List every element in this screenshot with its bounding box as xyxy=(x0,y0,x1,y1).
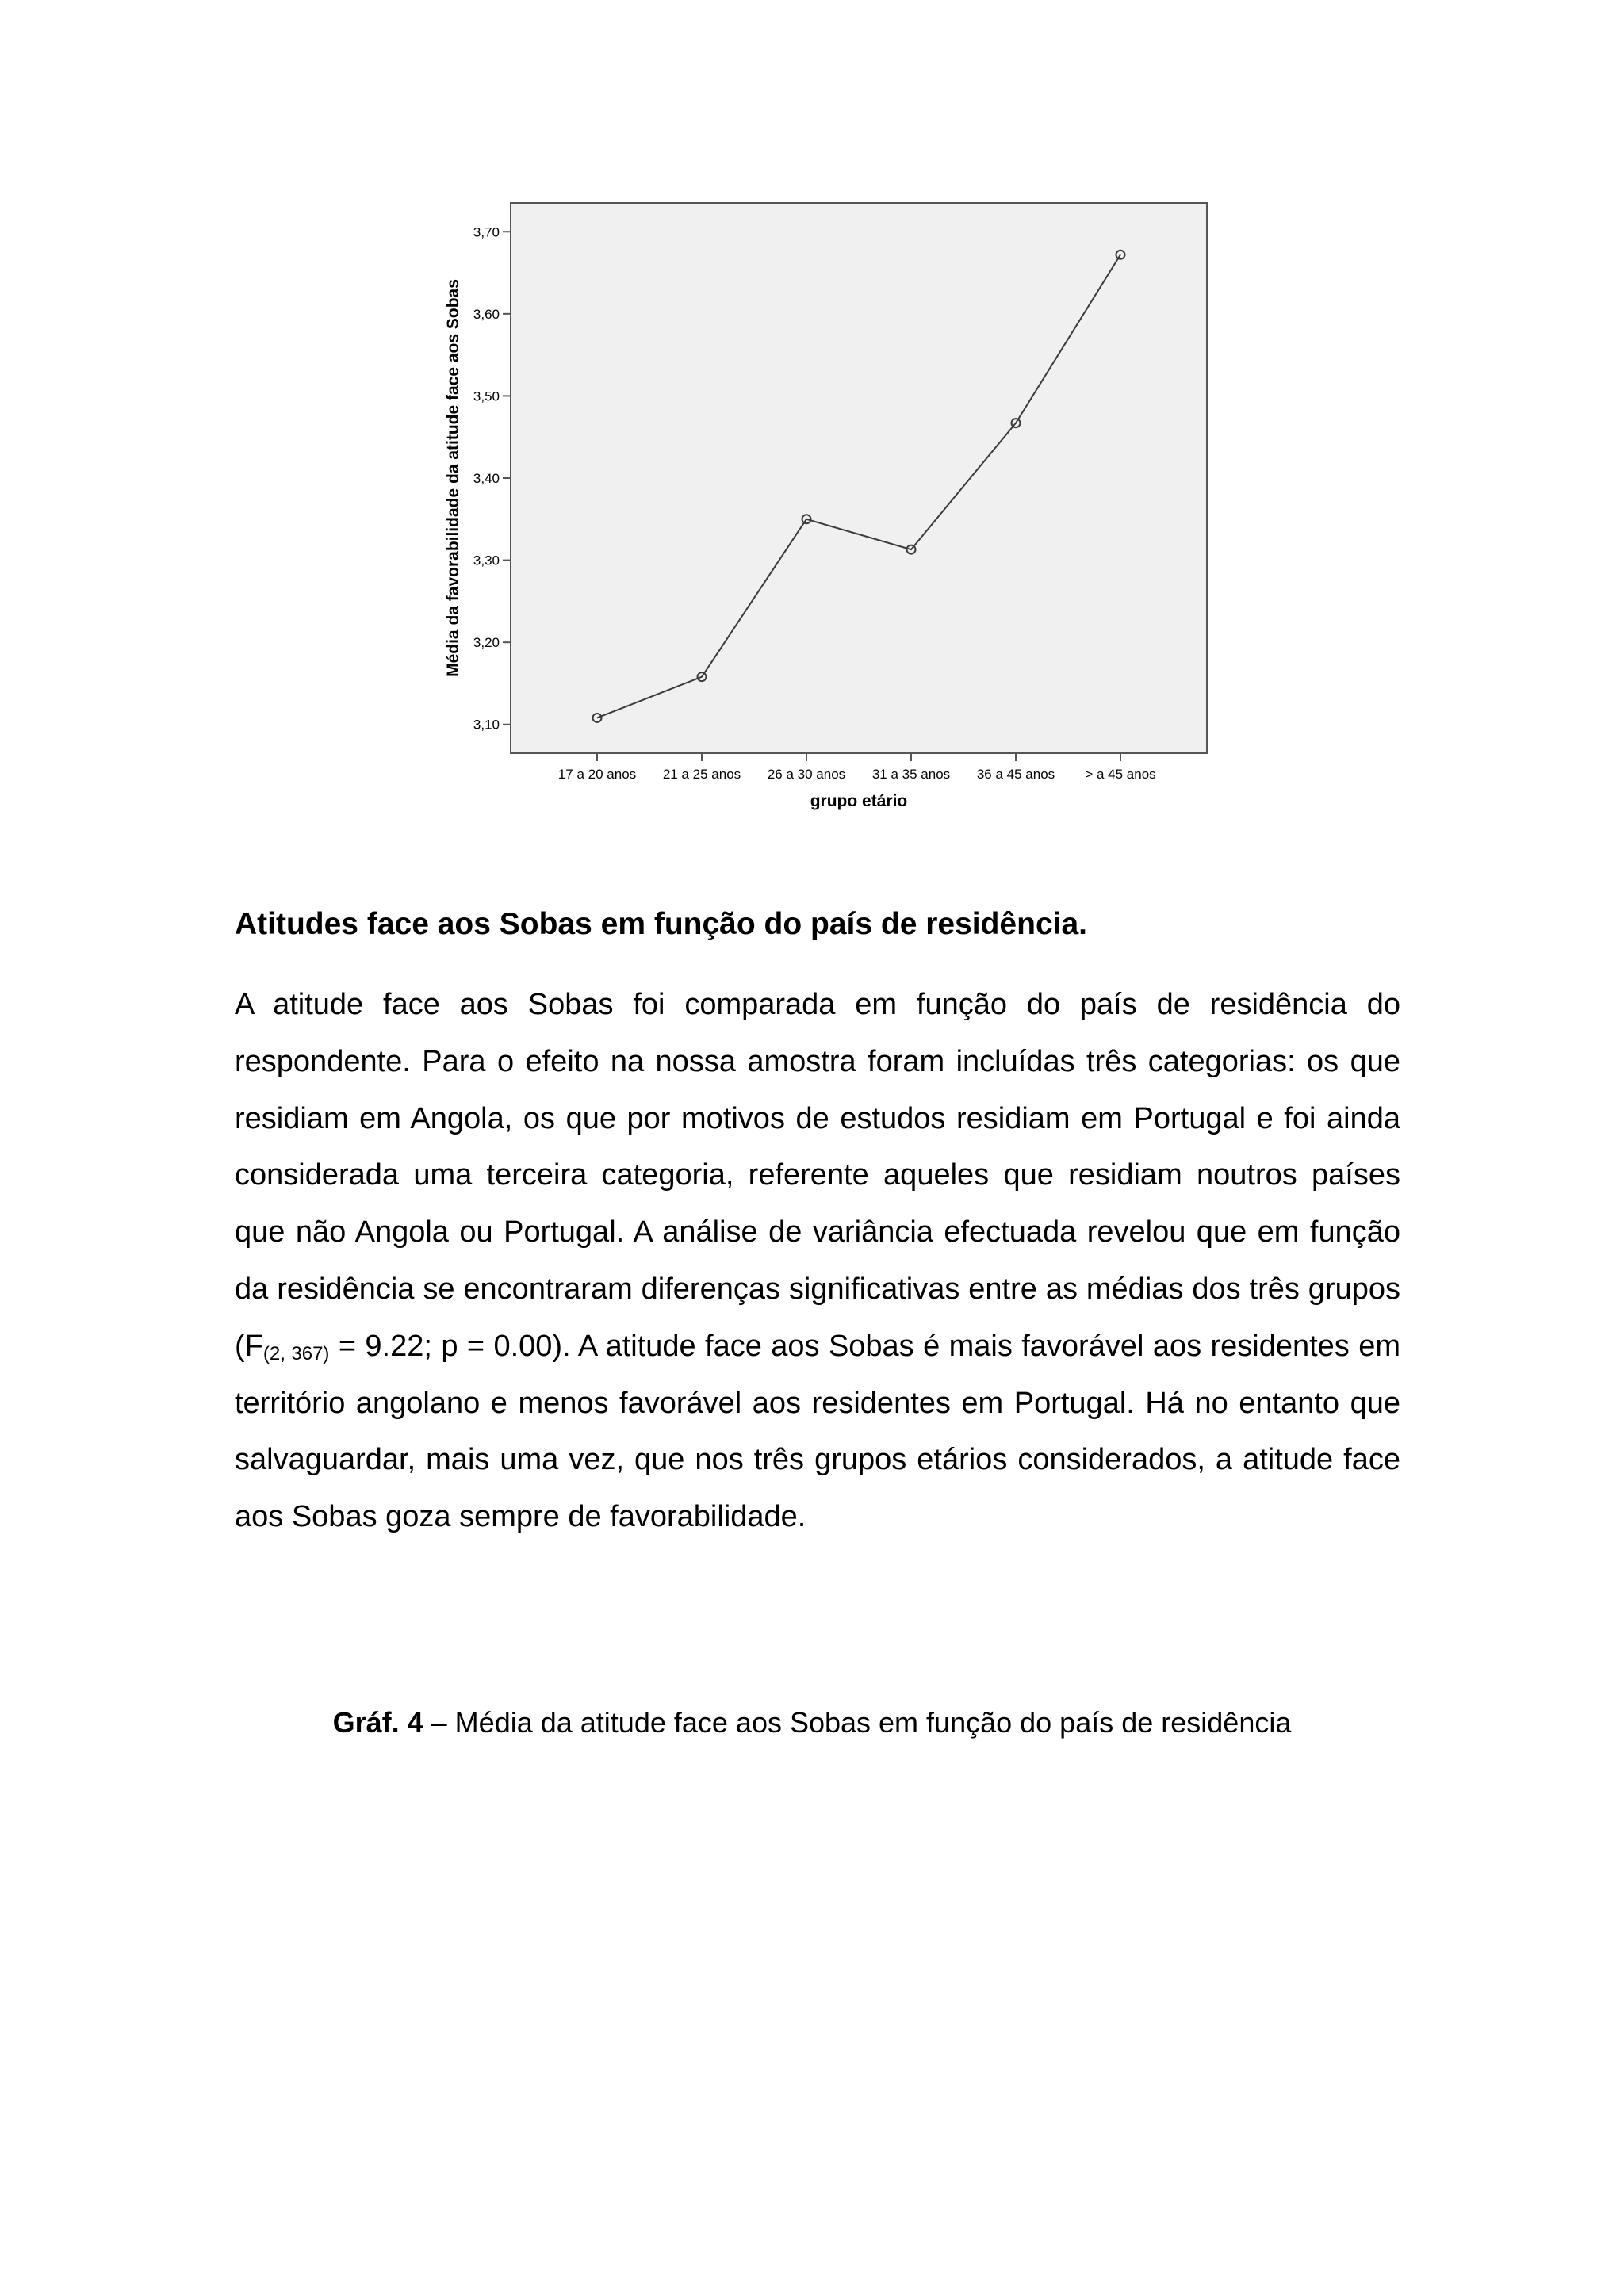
y-axis-title: Média da favorabilidade da atitude face aos Sobas xyxy=(444,279,462,677)
x-tick-label: 26 a 30 anos xyxy=(767,767,846,782)
x-tick-label: 21 a 25 anos xyxy=(662,767,741,782)
caption-label: Gráf. 4 xyxy=(332,1706,423,1739)
y-tick-label: 3,20 xyxy=(473,635,500,651)
x-tick-label: 17 a 20 anos xyxy=(557,767,637,782)
caption-text: – Média da atitude face aos Sobas em função do país de residência xyxy=(423,1706,1292,1739)
y-tick-label: 3,10 xyxy=(473,717,500,733)
y-tick-label: 3,30 xyxy=(473,553,500,568)
f-statistic-subscript: (2, 367) xyxy=(262,1342,330,1364)
paragraph-text-1: A atitude face aos Sobas foi comparada em função do país de residência do respondente. Para o efeito na nossa amostra foram incluídas três categorias: os que residiam em Angola, os que por motivos de estudos residiam em Portugal e foi ainda considerada uma terceira categoria, referente aqueles que residiam noutros países que não Angola ou Portugal. A análise de variância efectuada revelou que em função da residência se encontraram diferenças significativas entre as médias dos três grupos (F xyxy=(235,988,1400,1363)
y-tick-label: 3,70 xyxy=(473,224,500,240)
y-tick-label: 3,50 xyxy=(473,388,500,404)
y-tick-label: 3,60 xyxy=(473,306,500,322)
line-chart xyxy=(0,0,1624,856)
x-axis xyxy=(558,753,1156,782)
figure-caption xyxy=(0,1703,1624,1743)
x-axis-title: grupo etário xyxy=(810,792,908,810)
body-paragraph xyxy=(235,977,1400,1546)
plot-area xyxy=(511,203,1207,753)
paragraph-text-2: = 9.22; p = 0.00). A atitude face aos Sobas é mais favorável aos residentes em território angolano e menos favorável aos residentes em Portugal. Há no entanto que salvaguardar, mais uma vez, que nos três grupos etários considerados, a atitude face aos Sobas goza sempre de favorabilidade. xyxy=(235,1329,1400,1534)
y-axis xyxy=(473,224,511,732)
x-tick-label: > a 45 anos xyxy=(1085,767,1156,782)
y-tick-label: 3,40 xyxy=(473,471,500,486)
x-tick-label: 36 a 45 anos xyxy=(976,767,1055,782)
x-tick-label: 31 a 35 anos xyxy=(871,767,951,782)
section-heading: Atitudes face aos Sobas em função do país de residência. xyxy=(235,907,1087,941)
